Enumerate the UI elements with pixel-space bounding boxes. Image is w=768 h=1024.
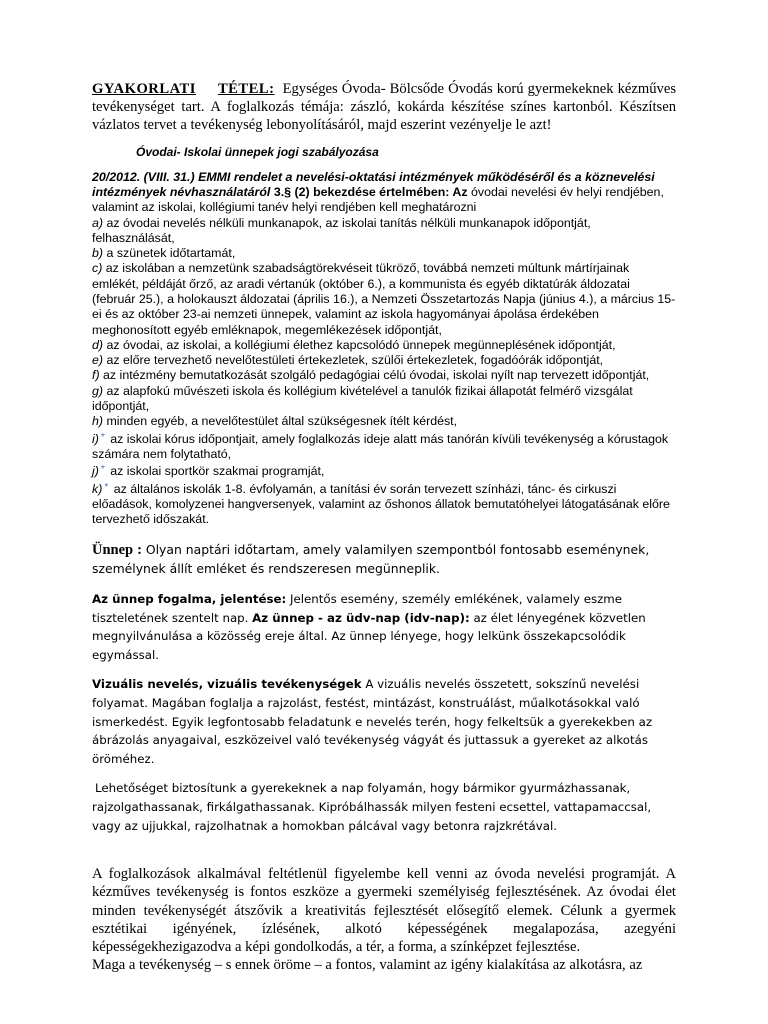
legal-item-text: az intézmény bemutatkozását szolgáló pedagógiai célú óvodai, iskolai nyílt nap tervezett időpontját,	[103, 368, 650, 383]
lehetoseg-paragraph: Lehetőséget biztosítunk a gyerekeknek a nap folyamán, hogy bármikor gyurmázhassanak, rajzolgathassanak, firkálgathassanak. Kipróbálhassák milyen festeni ecsettel, vattapamaccsal, vagy az ujjukkal, rajzolhatnak a homokban pálcával vagy betonra rajzkrétával.	[92, 781, 652, 833]
legal-item-text: az előre tervezhető nevelőtestületi értekezletek, szülői értekezletek, fogadóórák időpontját,	[106, 353, 604, 368]
legal-item-key: c)	[92, 261, 103, 276]
legal-section	[92, 170, 676, 528]
legal-item-text: az óvodai, az iskolai, a kollégiumi élethez kapcsolódó ünnepek megünneplésének időpontját,	[106, 337, 616, 352]
legal-item-key: i)	[92, 431, 99, 446]
legal-item-key: f)	[92, 368, 100, 383]
footnote-marker: *	[100, 431, 105, 443]
legal-list-item	[92, 261, 676, 337]
legal-list	[92, 216, 676, 528]
legal-item-text: minden egyéb, a nevelőtestület által szükségesnek ítélt kérdést,	[106, 414, 458, 429]
legal-item-key: d)	[92, 337, 104, 352]
legal-list-item	[92, 353, 676, 368]
fogalma-paragraph: Az ünnep fogalma, jelentése: Jelentős esemény, személy emlékének, valamely eszme tiszteletének szentelt nap. Az ünnep - az üdv-nap (idv-nap): az élet lényegének közvetlen megnyilvánulása a közösség ereje által. Az ünnep lényege, hogy lelkünk összekapcsolódik egymással.	[92, 592, 646, 662]
legal-item-text: az általános iskolák 1-8. évfolyamán, a tanítási év során tervezett színházi, tánc- és cirkuszi előadások, komolyzenei hangversenyek, valamint az őshonos állatok bemutatóhelyei látogatásának előre tervezhető időszakát.	[92, 481, 670, 527]
unnep-text: Olyan naptári időtartam, amely valamilyen szempontból fontosabb eseménynek, személynek állít emléket és rendszeresen megünneplik.	[92, 542, 650, 577]
legal-list-item	[92, 430, 676, 463]
unnep-definition	[92, 541, 676, 579]
legal-item-text: az iskolában a nemzetünk szabadságtörekvéseit tükröző, továbbá nemzeti múltunk mártírjainak emlékét, példáját őrző, az aradi vértanúk (október 6.), a kommunista és egyéb diktatúrák áldozatai (február 25.), a holokauszt áldozatai (április 16.), a Nemzeti Összetartozás Napja (június 4.), a március 15-ei és az október 23-ai nemzeti ünnepek, valamint az iskola hagyományai ápolása érdekében meghonosított egyéb emléknapok, megemlékezések időpontját,	[92, 261, 676, 337]
legal-list-item	[92, 338, 676, 353]
legal-list-item	[92, 368, 676, 383]
document-page	[92, 80, 676, 974]
legal-item-key: h)	[92, 414, 104, 429]
final-paragraph: A foglalkozások alkalmával feltétlenül figyelembe kell venni az óvoda nevelési programját. A kézműves tevékenység is fontos eszköze a gyermeki személyiség fejlesztésének. Az óvodai élet minden tevékenységét átszővik a kreativitás fejlesztését elősegítő elemek. Célunk a gyermek esztétikai igényének, ízlésének, alkotó képességének megalapozása, azegyéni képességekhezigazodva a képi gondolkodás, a tér, a forma, a színképzet fejlesztése. Maga a tevékenység – s ennek öröme – a fontos, valamint az igény kialakítása az alkotásra, az	[92, 866, 676, 974]
legal-list-item	[92, 216, 676, 247]
legal-list-item	[92, 480, 676, 528]
legal-heading: 20/2012. (VIII. 31.) EMMI rendelet a nevelési-oktatási intézmények működéséről és a köznevelési intézmények névhasználatáról 3.§ (2) bekezdése értelmében: Az óvodai nevelési év helyi rendjében, valamint az iskolai, kollégiumi tanév helyi rendjében kell meghatározni	[92, 169, 664, 215]
unnep-colon: :	[137, 542, 142, 559]
legal-item-key: g)	[92, 383, 104, 398]
legal-list-item	[92, 462, 676, 479]
legal-list-item	[92, 384, 676, 415]
legal-item-key: k)	[92, 481, 103, 496]
section-subtitle: Óvodai- Iskolai ünnepek jogi szabályozása	[136, 144, 379, 159]
legal-item-text: a szünetek időtartamát,	[106, 246, 236, 261]
vizualis-paragraph: Vizuális nevelés, vizuális tevékenységek A vizuális nevelés összetett, sokszínű nevelési folyamat. Magában foglalja a rajzolást, festést, mintázást, konstruálást, műalkotásokkal való ismerkedést. Egyik legfontosabb feladatunk e nevelés terén, hogy felkeltsük a gyerekekben az ábrázolás anyagaival, eszközeivel való tevékenység vágyát és juttassuk a gyereket az alkotás öröméhez.	[92, 677, 653, 766]
legal-item-text: az iskolai kórus időpontjait, amely foglalkozás ideje alatt más tanórán kívüli tevékenység a kórustagok számára nem folytatható,	[92, 431, 669, 461]
legal-item-text: az alapfokú művészeti iskola és kollégium kivételével a tanulók fizikai állapotát felmérő vizsgálat időpontját,	[92, 383, 633, 414]
intro-text: Egységes Óvoda- Bölcsőde Óvodás korú gyermekeknek kézműves tevékenységet tart. A foglalkozás témája: zászló, kokárda készítése színes kartonból. Készítsen vázlatos tervet a tevékenység lebonyolításáról, majd eszerint vezényelje le azt!	[92, 81, 676, 134]
intro-paragraph	[92, 80, 676, 135]
legal-list-item	[92, 414, 676, 429]
intro-label: GYAKORLATI TÉTEL:	[92, 81, 275, 97]
legal-item-key: a)	[92, 215, 104, 230]
legal-item-text: az óvodai nevelés nélküli munkanapok, az iskolai tanítás nélküli munkanapok időpontját, felhasználását,	[92, 215, 591, 245]
footnote-marker: *	[100, 464, 105, 476]
legal-item-text: az iskolai sportkör szakmai programját,	[110, 464, 325, 479]
legal-item-key: e)	[92, 353, 104, 368]
legal-list-item	[92, 246, 676, 261]
legal-item-key: j)	[92, 464, 99, 479]
footnote-marker: *	[104, 481, 109, 493]
legal-item-key: b)	[92, 246, 104, 261]
unnep-term: Ünnep	[92, 542, 134, 559]
